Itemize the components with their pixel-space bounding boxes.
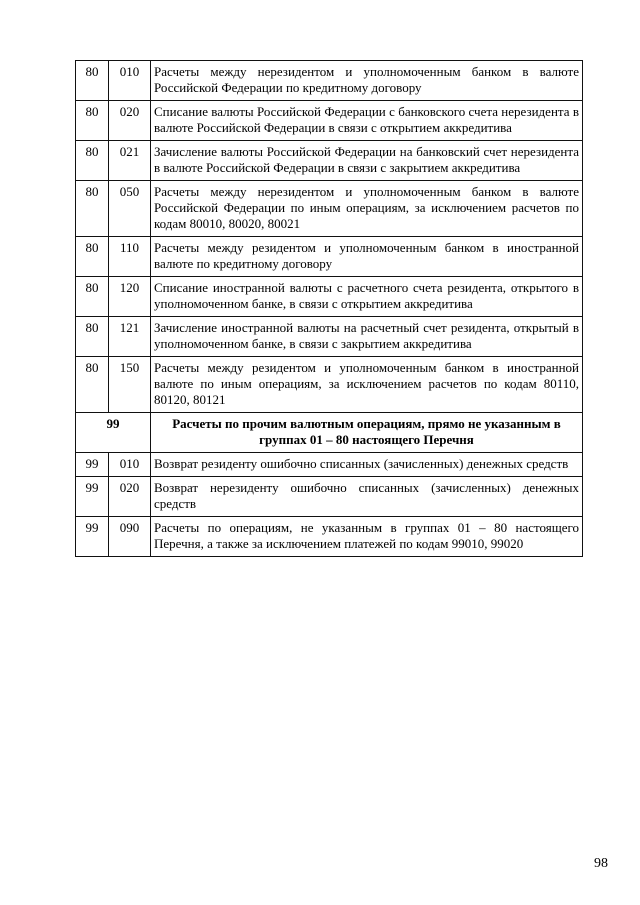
description-cell: Списание валюты Российской Федерации с банковского счета нерезидента в валюте Российской Федерации в связи с открытием аккредитива	[151, 101, 583, 141]
description-cell: Возврат нерезиденту ошибочно списанных (зачисленных) денежных средств	[151, 477, 583, 517]
table-row	[76, 357, 583, 413]
description-cell: Расчеты между резидентом и уполномоченным банком в иностранной валюте по кредитному договору	[151, 237, 583, 277]
table-row	[76, 101, 583, 141]
table-row	[76, 453, 583, 477]
group-code-cell: 80	[76, 61, 109, 101]
description-cell: Расчеты между нерезидентом и уполномоченным банком в валюте Российской Федерации по кредитному договору	[151, 61, 583, 101]
description-cell: Возврат резиденту ошибочно списанных (зачисленных) денежных средств	[151, 453, 583, 477]
operation-code-cell: 120	[109, 277, 151, 317]
group-header-code: 99	[76, 413, 151, 453]
operation-code-cell: 020	[109, 477, 151, 517]
table-row	[76, 517, 583, 557]
description-cell: Зачисление валюты Российской Федерации на банковский счет нерезидента в валюте Российской Федерации в связи с закрытием аккредитива	[151, 141, 583, 181]
operation-code-cell: 010	[109, 453, 151, 477]
description-cell: Расчеты между резидентом и уполномоченным банком в иностранной валюте по иным операциям, за исключением расчетов по кодам 80110, 80120, 80121	[151, 357, 583, 413]
description-cell: Расчеты по операциям, не указанным в группах 01 – 80 настоящего Перечня, а также за исключением платежей по кодам 99010, 99020	[151, 517, 583, 557]
group-code-cell: 80	[76, 277, 109, 317]
table-row	[76, 277, 583, 317]
operation-code-cell: 121	[109, 317, 151, 357]
table-row	[76, 477, 583, 517]
description-cell: Зачисление иностранной валюты на расчетный счет резидента, открытый в уполномоченном банке, в связи с закрытием аккредитива	[151, 317, 583, 357]
group-code-cell: 99	[76, 517, 109, 557]
table-row	[76, 61, 583, 101]
table-row	[76, 181, 583, 237]
description-cell: Списание иностранной валюты с расчетного счета резидента, открытого в уполномоченном банке, в связи с открытием аккредитива	[151, 277, 583, 317]
description-cell: Расчеты между нерезидентом и уполномоченным банком в валюте Российской Федерации по иным операциям, за исключением расчетов по кодам 80010, 80020, 80021	[151, 181, 583, 237]
operation-code-cell: 050	[109, 181, 151, 237]
operation-code-cell: 010	[109, 61, 151, 101]
group-code-cell: 80	[76, 141, 109, 181]
group-header-row	[76, 413, 583, 453]
group-code-cell: 99	[76, 477, 109, 517]
group-code-cell: 80	[76, 357, 109, 413]
table-row	[76, 237, 583, 277]
group-code-cell: 80	[76, 317, 109, 357]
operation-code-cell: 110	[109, 237, 151, 277]
group-code-cell: 99	[76, 453, 109, 477]
operation-code-cell: 020	[109, 101, 151, 141]
table-row	[76, 141, 583, 181]
operation-code-cell: 090	[109, 517, 151, 557]
page-number: 98	[594, 856, 608, 871]
group-code-cell: 80	[76, 237, 109, 277]
operation-codes-table	[75, 60, 583, 557]
table-row	[76, 317, 583, 357]
group-code-cell: 80	[76, 181, 109, 237]
group-code-cell: 80	[76, 101, 109, 141]
group-header-title: Расчеты по прочим валютным операциям, прямо не указанным в группах 01 – 80 настоящего Перечня	[151, 413, 583, 453]
operation-code-cell: 021	[109, 141, 151, 181]
operation-code-cell: 150	[109, 357, 151, 413]
